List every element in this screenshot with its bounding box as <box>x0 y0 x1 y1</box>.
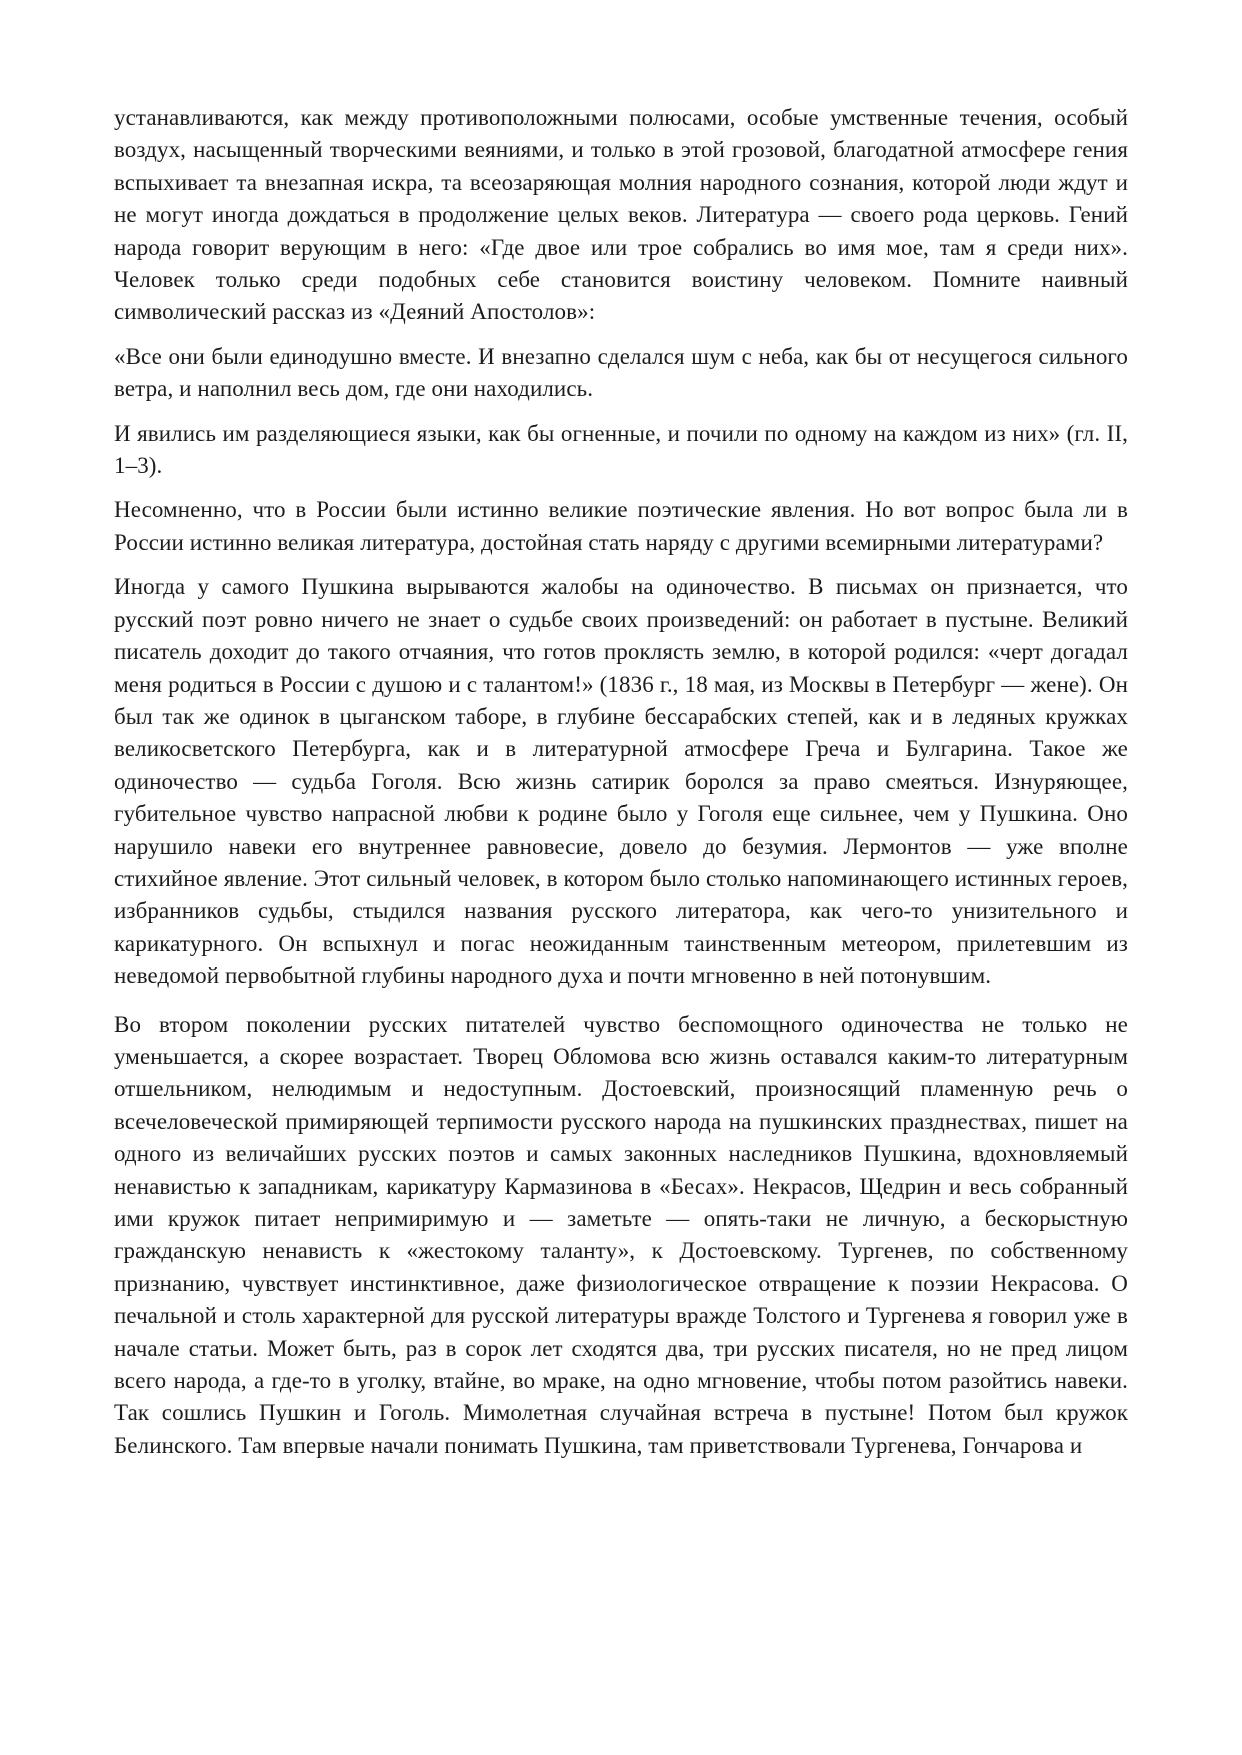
paragraph-quote-acts-2: И явились им разделяющиеся языки, как бы огненные, и почили по одному на каждом из них» (гл. II, 1–3). <box>114 420 1128 479</box>
paragraph-quote-acts-1: «Все они были единодушно вместе. И внезапно сделался шум с неба, как бы от несущегося сильного ветра, и наполнил весь дом, где они находились. <box>114 343 1128 402</box>
paragraph-pushkin-loneliness: Иногда у самого Пушкина вырываются жалобы на одиночество. В письмах он признается, что русский поэт ровно ничего не знает о судьбе своих произведений: он работает в пустыне. Великий писатель доходит до такого отчаяния, что готов проклясть землю, в которой родился: «черт догадал меня родиться в России с душою и с талантом!» (1836 г., 18 мая, из Москвы в Петербург — жене). Он был так же одинок в цыганском таборе, в глубине бессарабских степей, как и в ледяных кружках великосветского Петербурга, как и в литературной атмосфере Греча и Булгарина. Такое же одиночество — судьба Гоголя. Всю жизнь сатирик боролся за право смеяться. Изнуряющее, губительное чувство напрасной любви к родине было у Гоголя еще сильнее, чем у Пушкина. Оно нарушило навеки его внутреннее равновесие, довело до безумия. Лермонтов — уже вполне стихийное явление. Этот сильный человек, в котором было столько напоминающего истинных героев, избранников судьбы, стыдился названия русского литератора, как чего-то унизительного и карикатурного. Он вспыхнул и погас неожиданным таинственным метеором, прилетевшим из неведомой первобытной глубины народного духа и почти мгновенно в ней потонувшим. <box>114 574 1128 989</box>
paragraph-second-generation: Во втором поколении русских питателей чувство беспомощного одиночества не только не уменьшается, а скорее возрастает. Творец Обломова всю жизнь оставался каким-то литературным отшельником, нелюдимым и недоступным. Достоевский, произносящий пламенную речь о всечеловеческой примиряющей терпимости русского народа на пушкинских празднествах, пишет на одного из величайших русских поэтов и самых законных наследников Пушкина, вдохновляемый ненавистью к западникам, карикатуру Кармазинова в «Бесах». Некрасов, Щедрин и весь собранный ими кружок питает непримиримую и — заметьте — опять-таки не личную, а бескорыстную гражданскую ненависть к «жестокому таланту», к Достоевскому. Тургенев, по собственному признанию, чувствует инстинктивное, даже физиологическое отвращение к поэзии Некрасова. О печальной и столь характерной для русской литературы вражде Толстого и Тургенева я говорил уже в начале статьи. Может быть, раз в сорок лет сходятся два, три русских писателя, но не пред лицом всего народа, а где-то в уголку, втайне, во мраке, на одно мгновение, чтобы потом разойтись навеки. Так сошлись Пушкин и Гоголь. Мимолетная случайная встреча в пустыне! Потом был кружок Белинского. Там впервые начали понимать Пушкина, там приветствовали Тургенева, Гончарова и <box>114 1011 1128 1458</box>
body-text <box>114 102 1128 1474</box>
paragraph-great-literature-question: Несомненно, что в России были истинно великие поэтические явления. Но вот вопрос была ли в России истинно великая литература, достойная стать наряду с другими всемирными литературами? <box>114 497 1128 555</box>
paragraph-literature-church: устанавливаются, как между противоположными полюсами, особые умственные течения, особый воздух, насыщенный творческими веяниями, и только в этой грозовой, благодатной атмосфере гения вспыхивает та внезапная искра, та всеозаряющая молния народного сознания, которой люди ждут и не могут иногда дождаться в продолжение целых веков. Литература — своего рода церковь. Гений народа говорит верующим в него: «Где двое или трое собрались во имя мое, там я среди них». Человек только среди подобных себе становится воистину человеком. Помните наивный символический рассказ из «Деяний Апостолов»: <box>114 105 1128 325</box>
